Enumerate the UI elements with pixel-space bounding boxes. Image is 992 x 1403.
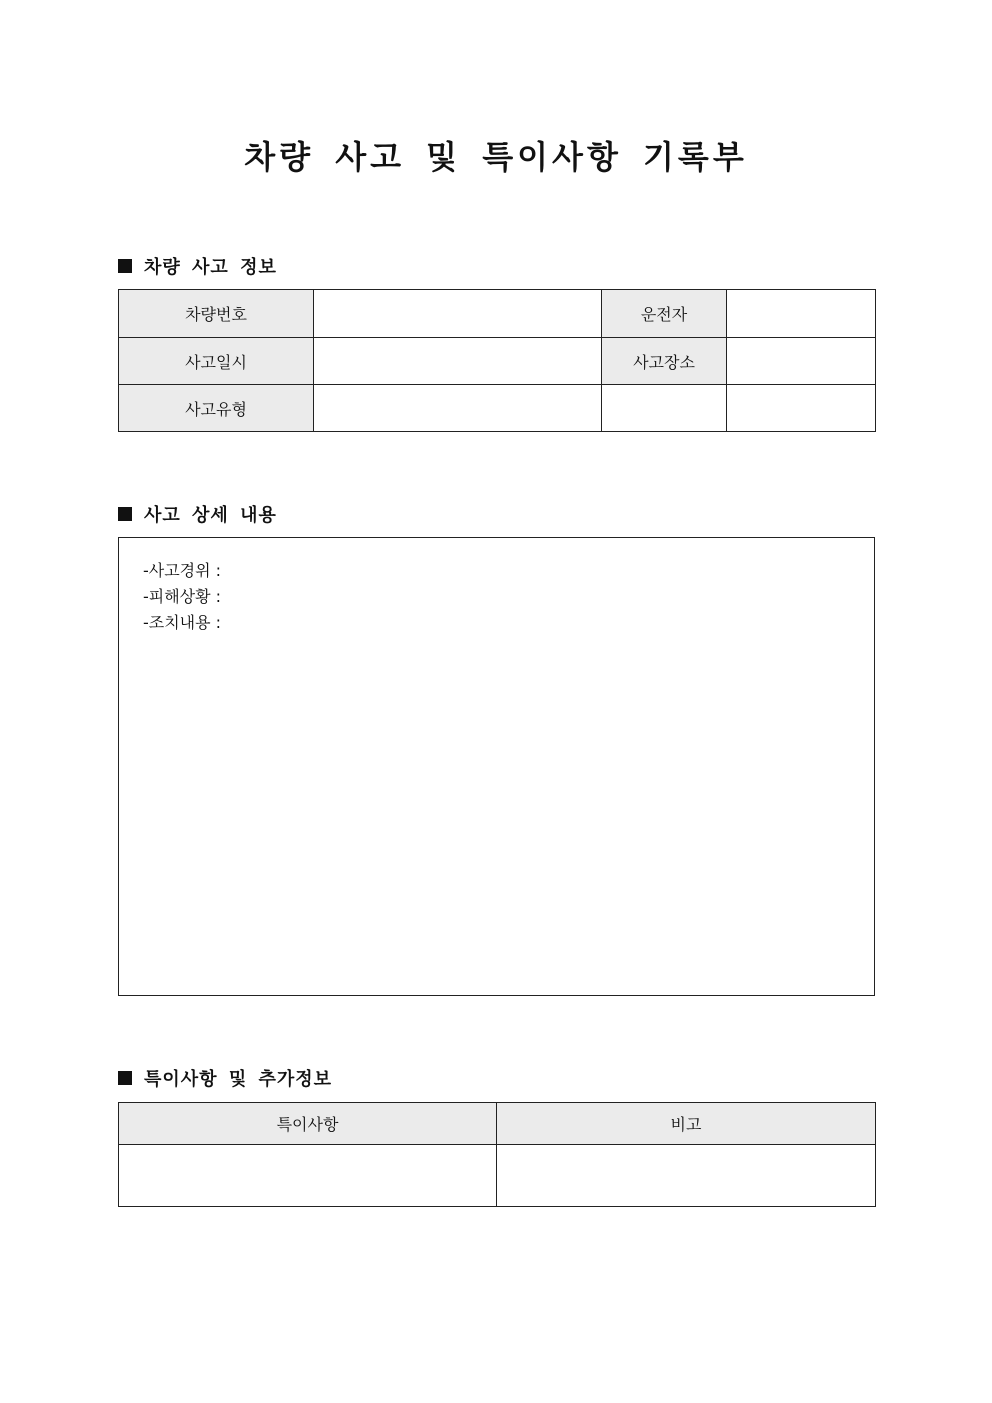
accident-details-box[interactable] [118, 537, 875, 996]
section-heading-details [118, 501, 277, 527]
square-bullet-icon [118, 507, 132, 521]
square-bullet-icon [118, 1071, 132, 1085]
accident-location-label: 사고장소 [602, 338, 727, 385]
driver-label: 운전자 [602, 290, 727, 338]
section-title: 차량 사고 정보 [144, 257, 277, 278]
accident-datetime-label: 사고일시 [119, 338, 314, 385]
accident-location-field[interactable] [727, 338, 876, 385]
notes-field[interactable] [119, 1145, 497, 1207]
notes-table [118, 1102, 876, 1207]
accident-datetime-field[interactable] [314, 338, 602, 385]
remarks-field[interactable] [497, 1145, 876, 1207]
extra-label-cell[interactable] [602, 385, 727, 432]
driver-field[interactable] [727, 290, 876, 338]
table-row [119, 385, 876, 432]
extra-value-cell[interactable] [727, 385, 876, 432]
table-row [119, 338, 876, 385]
action-taken-line: -조치내용 : [143, 613, 222, 632]
page-title: 차량 사고 및 특이사항 기록부 [244, 138, 748, 176]
accident-info-table [118, 289, 876, 432]
notes-header: 특이사항 [119, 1103, 497, 1145]
square-bullet-icon [118, 259, 132, 273]
table-row [119, 290, 876, 338]
vehicle-number-field[interactable] [314, 290, 602, 338]
section-heading-notes [118, 1065, 332, 1091]
accident-type-label: 사고유형 [119, 385, 314, 432]
accident-progress-line: -사고경위 : [143, 561, 222, 580]
vehicle-number-label: 차량번호 [119, 290, 314, 338]
remarks-header: 비고 [497, 1103, 876, 1145]
table-header-row [119, 1103, 876, 1145]
accident-type-field[interactable] [314, 385, 602, 432]
damage-status-line: -피해상황 : [143, 587, 222, 606]
section-title: 특이사항 및 추가정보 [144, 1069, 333, 1090]
section-heading-accident-info [118, 253, 277, 279]
section-title: 사고 상세 내용 [144, 505, 277, 526]
table-row [119, 1145, 876, 1207]
